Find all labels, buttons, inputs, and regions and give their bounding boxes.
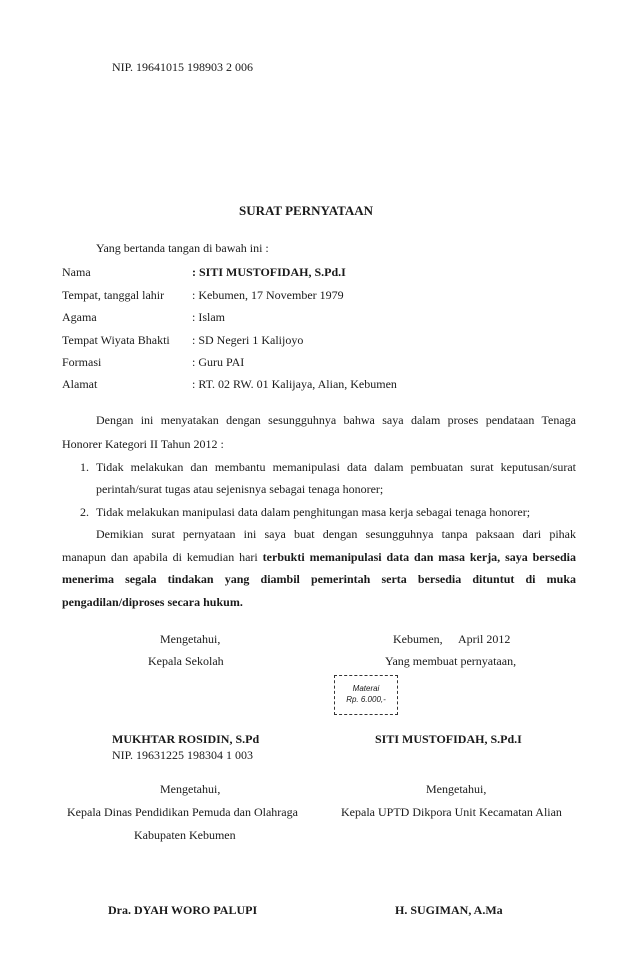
left-signer-nip: NIP. 19631225 198304 1 003 (112, 748, 254, 762)
stamp-line2: Rp. 6.000,- (346, 695, 386, 704)
field-label-ttl: Tempat, tanggal lahir (62, 288, 165, 302)
para1-line1: Dengan ini menyatakan dengan sesungguhnya bahwa saya dalam proses pendataan Tenaga (96, 413, 576, 427)
para2-line1: Demikian surat pernyataan ini saya buat dengan sesungguhnya tanpa paksaan dari pihak (96, 527, 576, 541)
left-role: Kepala Sekolah (148, 654, 224, 668)
field-value-nama: : SITI MUSTOFIDAH, S.Pd.I (192, 265, 346, 279)
field-label-wiyata: Tempat Wiyata Bhakti (62, 333, 170, 347)
stamp-line1: Materai (352, 684, 380, 693)
bottom-left-signer-name: Dra. DYAH WORO PALUPI (108, 903, 258, 917)
field-value-formasi: : Guru PAI (192, 355, 245, 369)
field-value-agama: : Islam (192, 310, 225, 324)
field-value-ttl: : Kebumen, 17 November 1979 (192, 288, 344, 302)
field-value-alamat: : RT. 02 RW. 01 Kalijaya, Alian, Kebumen (192, 377, 397, 391)
bottom-left-role-line1: Kepala Dinas Pendidikan Pemuda dan Olahraga (67, 805, 298, 819)
bottom-left-known-label: Mengetahui, (160, 782, 221, 796)
right-role: Yang membuat pernyataan, (385, 654, 517, 668)
bottom-right-known-label: Mengetahui, (426, 782, 487, 796)
para2-line2-normal: manapun dan apabila di kemudian hari (62, 550, 263, 564)
place-date: April 2012 (458, 632, 511, 646)
para2-line2 (62, 550, 576, 565)
field-value-wiyata: : SD Negeri 1 Kalijoyo (192, 333, 304, 347)
field-label-nama: Nama (62, 265, 91, 279)
right-signer-name: SITI MUSTOFIDAH, S.Pd.I (375, 732, 522, 746)
item2-line1: Tidak melakukan manipulasi data dalam penghitungan masa kerja sebagai tenaga honorer; (96, 505, 531, 519)
bottom-right-signer-name: H. SUGIMAN, A.Ma (395, 903, 503, 917)
field-label-alamat: Alamat (62, 377, 98, 391)
document-title: SURAT PERNYATAAN (239, 203, 373, 218)
para1-line2: Honorer Kategori II Tahun 2012 : (62, 437, 224, 451)
para2-line3: menerima segala tindakan yang diambil pemerintah serta bersedia dituntut di muka (62, 572, 576, 586)
item2-number: 2. (80, 505, 89, 519)
left-known-label: Mengetahui, (160, 632, 221, 646)
para2-line2-bold: terbukti memanipulasi data dan masa kerja, saya bersedia (262, 550, 576, 564)
item1-line1: Tidak melakukan dan membantu memanipulasi data dalam pembuatan surat keputusan/surat (96, 460, 576, 474)
place-city: Kebumen, (393, 632, 443, 646)
left-signer-name: MUKHTAR ROSIDIN, S.Pd (112, 732, 260, 746)
para2-line4: pengadilan/diproses secara hukum. (62, 595, 243, 609)
header-nip: NIP. 19641015 198903 2 006 (112, 60, 254, 74)
field-label-agama: Agama (62, 310, 97, 324)
field-label-formasi: Formasi (62, 355, 102, 369)
materai-stamp (334, 675, 398, 715)
bottom-right-role: Kepala UPTD Dikpora Unit Kecamatan Alian (341, 805, 562, 819)
item1-number: 1. (80, 460, 89, 474)
intro-text: Yang bertanda tangan di bawah ini : (96, 241, 269, 255)
bottom-left-role-line2: Kabupaten Kebumen (134, 828, 236, 842)
item1-line2: perintah/surat tugas atau sejenisnya sebagai tenaga honorer; (96, 482, 384, 496)
